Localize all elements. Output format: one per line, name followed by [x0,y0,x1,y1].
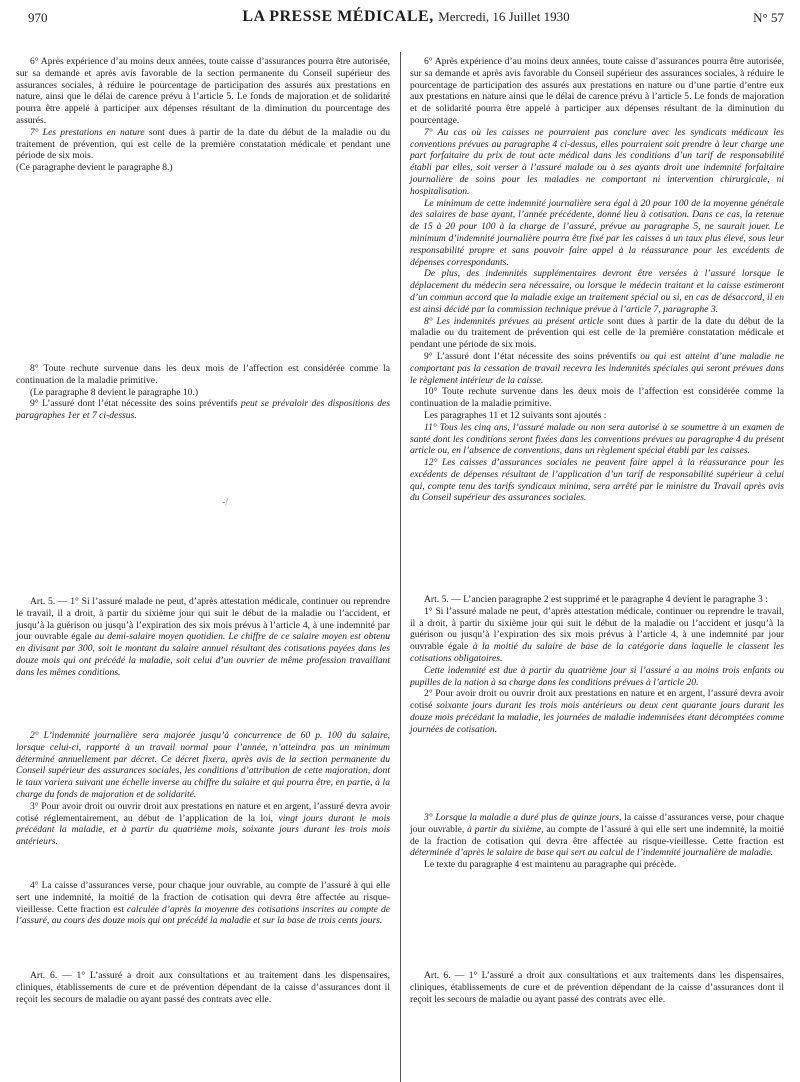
left-art5-block-3 [16,880,390,927]
right-para-10: 10° Toute rechute survenue dans les deux mois de l’affection est considérée comme la continuation de la maladie primitive. [410,386,784,410]
left-para-8-note: (Le paragraphe 8 devient le paragraphe 10.) [30,386,199,398]
page-number: 970 [28,10,48,25]
left-art6-para-1: Art. 6. — 1° L’assuré a droit aux consultations et au traitement dans les dispensaires, cliniques, établissements de cure et de prévention dépendant de la caisse d’assurances dont il reçoit les secours de maladie ou ayant passé des contrats avec elle. [16,970,390,1005]
right-para-6: 6° Après expérience d’au moins deux années, toute caisse d’assurances pourra être autorisée, sur sa demande et après avis favorable du Conseil supérieur des assurances sociales, à réduire le pourcentage de participation des assurés aux prestations en nature ou d’une partie d’entre eux aux prestations en nature ainsi que le délai de carence prévu à l’article 5. Le fonds de majoration et de solidarité pourra être appelé à participer aux dépenses résultant de la diminution du pourcentage. [410,56,784,126]
left-art5-para-1: Art. 5. — 1° Si l’assuré malade ne peut, d’après attestation médicale, continuer ou reprendre le travail, il a droit, à partir du sixième jour qui suit le début de la maladie ou l’accident, et jusqu’à la guérison ou jusqu’à l’expiration des six mois prévus à l’article 4, à une indemnité par jour ouvrable égale au demi-salaire moyen quotidien. Le chiffre de ce salaire moyen est obtenu en divisant par 300, soit le montant du salaire annuel résultant des cotisations payées dans les douze mois qui ont précédé la maladie, soit celui d’un ouvrier de même profession travaillant dans les mêmes conditions. [16,596,391,678]
right-para-11: 11° Tous les cinq ans, l’assuré malade ou non sera autorisé à se soumettre à un examen de santé dont les conditions seront fixées dans les conventions prévues au paragraphe 4 du présent article ou, en l’absence de conventions, dans un règlement spécial établi par les caisses. [410,421,784,457]
left-para-7: 7° Les prestations en nature sont dues à partir de la date du début de la maladie ou du traitement de prévention, qui est celle de la première constatation médicale et pendant une période de six mois. [16,126,391,162]
right-art5-para-4: Le texte du paragraphe 4 est maintenu au paragraphe qui précède. [424,859,677,871]
left-art5-para-3: 3° Pour avoir droit ou ouvrir droit aux prestations en nature et en argent, l’assuré devra avoir cotisé réglementairement, au début de l’application de la loi, vingt jours durant le mois précédant la maladie, et à partir du quatrième mois, soixante jours durant les trois mois antérieurs. [16,800,390,848]
right-art6-para-1: Art. 6. — 1° L’assuré a droit aux consultations et aux traitements dans les dispensaires, cliniques, établissements de cure et de prévention dépendant de la caisse d’assurances dont il reçoit les secours de maladie ou ayant passé des contrats avec elle. [410,970,784,1005]
right-para-7b: Le minimum de cette indemnité journalière sera égal à 20 pour 100 de la moyenne générale des salaires de base ayant, l’année précédente, donné lieu à cotisation. Dans ce cas, la retenue de 15 à 20 pour 100 à la charge de l’assuré, prévue au paragraphe 5, ne saurait jouer. Le minimum d’indemnité journalière pourra être fixé par les caisses à un taux plus élevé, sous leur responsabilité propre et sans pouvoir faire appel à la réassurance pour les excédents de dépenses correspondants. [410,197,784,268]
right-art5-para-1: 1° Si l’assuré malade ne peut, d’après attestation médicale, continuer ou reprendre le travail, il a droit, à partir du sixième jour qui suit le début de la maladie ou l’accident et jusqu’à la guérison ou jusqu’à l’expiration des six mois prévus à l’article 4, à une indemnité par jour ouvrable égale à la moitié du salaire de base de la catégorie dans laquelle le classent les cotisations obligatoires. [410,605,784,664]
column-divider [400,52,401,1082]
left-art6-block [16,970,390,1005]
right-para-7: 7° Au cas où les caisses ne pourraient pas conclure avec les syndicats médicaux les conventions prévues au paragraphe 4 ci-dessus, elles pourraient soit prendre à leur charge une part forfaitaire du prix de tout acte médical dans les conditions d’un tarif de responsabilité établi par elles, soit verser à l’assuré malade ou à ses ayants droit une indemnité forfaitaire journalière de soins pour les maladies ne comportant ni intervention chirurgicale, ni hospitalisation. [410,126,784,197]
right-para-12: 12° Les caisses d’assurances sociales ne peuvent faire appel à la réassurance pour les excédents de dépenses résultant de l’application d’un tarif de responsabilité supérieur à celui qui, compte tenu des tarifs syndicaux minima, sera arrêté par le ministre du Travail après avis du Conseil supérieur des assurances sociales. [410,457,784,504]
left-para-9: 9° L’assuré dont l’état nécessite des soins préventifs peut se prévaloir des dispositions des paragraphes 1er et 7 ci-dessus. [16,398,390,422]
left-art5-block [16,596,390,679]
page-header [28,6,784,30]
left-para-7-note: (Ce paragraphe devient le paragraphe 8.) [16,162,173,174]
journal-title [28,8,784,26]
left-art5-block-2 [16,730,390,848]
right-para-9: 9° L’assuré dont l’état nécessite des soins préventifs ou qui est atteint d’une maladie ne comportant pas la cessation de travail recevra les indemnités spéciales qui seront prévues dans le règlement intérieur de la caisse. [410,350,784,386]
right-para-7c: De plus, des indemnités supplémentaires devront être versées à l’assuré lorsque le déplacement du médecin sera nécessaire, ou lorsque le médecin traitant et la caisse estimeront d’un commun accord que la maladie exige un traitement spécial ou si, en cas de désaccord, il en est ainsi décidé par la commission technique prévue à l’article 7, paragraphe 3. [410,268,784,315]
issue-date: Mercredi, 16 Juillet 1930 [438,9,570,24]
right-art5-intro: Art. 5. — L’ancien paragraphe 2 est supprimé et le paragraphe 4 devient le paragraphe 3 : [424,594,768,605]
right-art5-para-3: 3° Lorsque la maladie a duré plus de quinze jours, la caisse d’assurances verse, pour chaque jour ouvrable, à partir du sixième, au compte de l’assuré à qui elle sert une indemnité, la moitié de la fraction de cotisation qui devra être affectée au risque-vieillesse. Cette fraction est déterminée d’après le salaire de base qui sert au calcul de l’indemnité journalière de maladie. [410,812,784,859]
scan-mark: -/ [222,497,229,508]
right-para-added: Les paragraphes 11 et 12 suivants sont ajoutés : [424,409,607,421]
right-para-8: 8° Les indemnités prévues au présent article sont dues à partir de la date du début de la maladie ou du traitement de prévention qui est celle de la première constatation médicale et pendant une période de six mois. [410,315,784,351]
left-art5-para-2: 2° L’indemnité journalière sera majorée jusqu’à concurrence de 60 p. 100 du salaire, lorsque celui-ci, rapporté à un travail normal pour l’année, n’atteindra pas un minimum déterminé annuellement par décret. Ce décret fixera, après avis de la section permanente du Conseil supérieur des assurances sociales, les conditions d’attribution de cette majoration, dont le taux variera suivant une échelle inverse au chiffre du salaire et qui pourra être, en partie, à la charge du fonds de majoration et de solidarité. [16,730,390,800]
left-para-6: 6° Après expérience d’au moins deux années, toute caisse d’assurances pourra être autorisée, sur sa demande et après avis favorable de la section permanente du Conseil supérieur des assurances sociales, à réduire le pourcentage de participation des assurés aux prestations en nature, ainsi que le délai de carence prévu à l’article 5. Le fonds de majoration et de solidarité pourra être appelé à participer aux dépenses résultant de la diminution du pourcentage des assurés. [16,56,390,126]
right-block-1 [410,56,784,504]
issue-number: N° 57 [753,10,784,25]
left-art5-para-4: 4° La caisse d’assurances verse, pour chaque jour ouvrable, au compte de l’assuré à qui elle sert une indemnité, la moitié de la fraction de cotisation qui devra être affectée au risque-vieillesse. Cette fraction est calculée d’après la moyenne des cotisations inscrites au compte de l’assuré, au cours des douze mois qui ont précédé la maladie et sur la base de trois cents jours. [16,880,390,927]
left-block-1 [16,56,390,174]
right-art6-block [410,970,784,1005]
right-art5-para-2: 2° Pour avoir droit ou ouvrir droit aux prestations en nature et en argent, l’assuré devra avoir cotisé soixante jours durant les trois mois antérieurs ou deux cent quarante jours durant les douze mois précédant la maladie, les journées de maladie indemnisées étant décomptées comme journées de cotisation. [410,688,784,735]
right-art5-block-2 [410,812,784,871]
left-block-2 [16,363,390,422]
right-art5-block [410,594,784,736]
right-art5-para-1b: Cette indemnité est due à partir du quatrième jour si l’assuré a au moins trois enfants ou pupilles de la nation à sa charge dans les conditions prévues à l’article 20. [410,664,784,688]
journal-name: LA PRESSE MÉDICALE, [242,8,434,25]
left-para-8: 8° Toute rechute survenue dans les deux mois de l’affection est considérée comme la continuation de la maladie primitive. [16,363,390,386]
